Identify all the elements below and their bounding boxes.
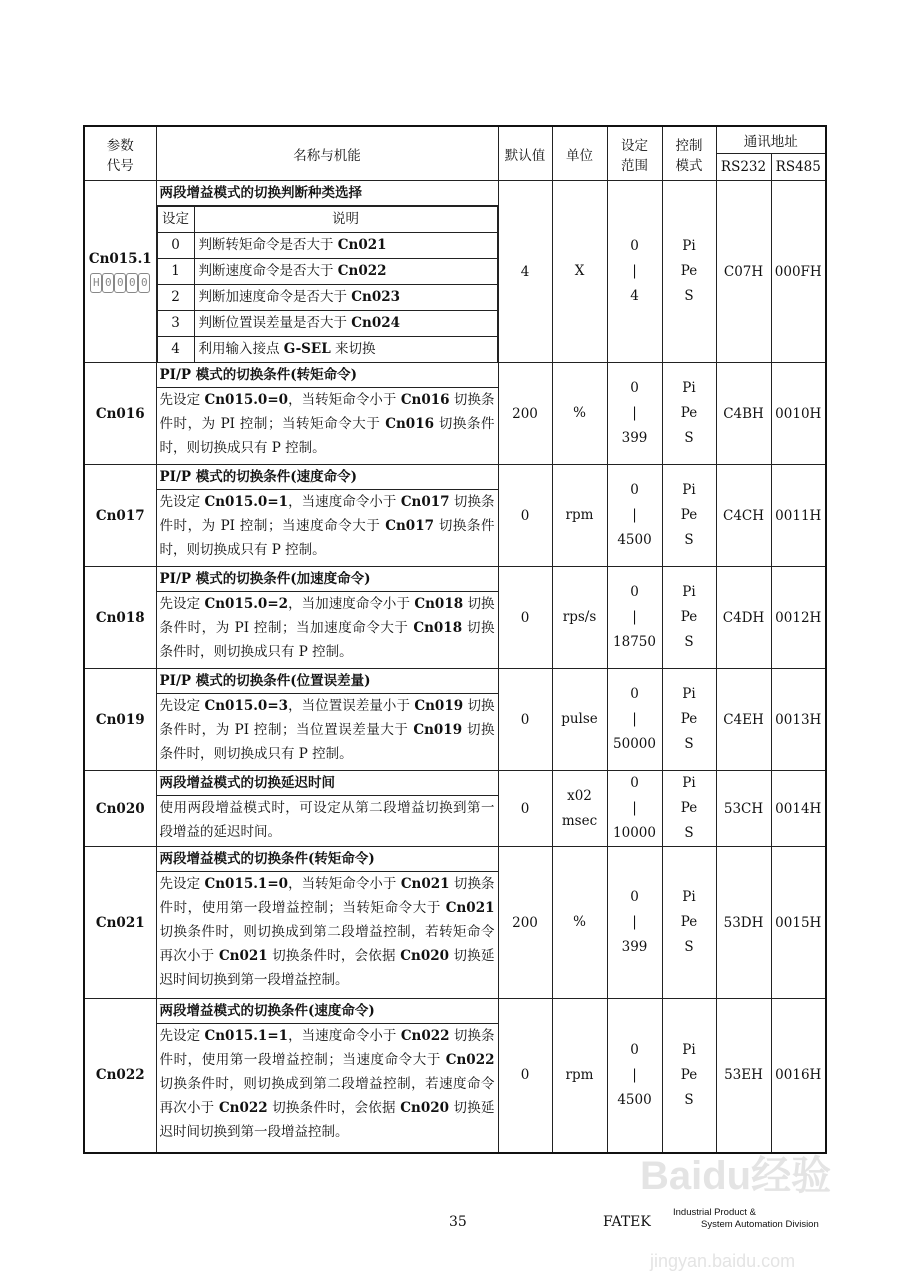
table-row (84, 567, 826, 669)
param-description (157, 490, 498, 562)
control-mode-line: Pe (680, 405, 698, 421)
default-value: 4 (498, 181, 552, 363)
control-mode (662, 363, 716, 465)
param-title: 两段增益模式的切换延迟时间 (157, 771, 498, 796)
setting-range (607, 669, 662, 771)
control-mode (662, 847, 716, 999)
param-description (157, 694, 498, 766)
unit-line: % (573, 914, 586, 930)
text-segment: 切换条件时，为 PI 控制；当转矩命令大于 (159, 392, 495, 432)
watermark-logo: Baidu经验 (640, 1154, 832, 1198)
text-segment: 切换条件时，为 PI 控制；当加速度命令大于 (159, 596, 495, 636)
param-title: 两段增益模式的切换条件(转矩命令) (157, 847, 498, 872)
control-mode-line: S (684, 939, 694, 955)
text-segment: 判断转矩命令是否大于 (198, 237, 338, 253)
option-value: 4 (157, 337, 194, 363)
control-mode-line: Pe (680, 263, 698, 279)
option-value: 3 (157, 311, 194, 337)
control-mode-line: Pi (682, 584, 696, 600)
param-code: Cn020 (95, 800, 145, 817)
rs232-address: C4DH (716, 567, 771, 669)
param-ref: Cn018 (413, 620, 463, 636)
option-desc (194, 233, 497, 259)
unit-line: rps/s (562, 609, 597, 625)
text-segment: 先设定 (159, 698, 205, 714)
unit-line: pulse (561, 711, 598, 727)
footer-division-line: Industrial Product & (673, 1207, 756, 1218)
page-number: 35 (449, 1214, 467, 1230)
rs232-address: 53CH (716, 771, 771, 847)
setting-range-line: 0 (630, 380, 639, 396)
text-segment: 判断加速度命令是否大于 (198, 289, 352, 305)
control-mode-line: Pe (680, 914, 698, 930)
param-ref: Cn015.1=0 (204, 876, 289, 892)
rs232-address: C4CH (716, 465, 771, 567)
param-title: PI/P 模式的切换条件(位置误差量) (157, 669, 498, 694)
setting-range-line: 18750 (613, 634, 656, 650)
param-code-cell (84, 567, 156, 669)
option-desc (194, 259, 497, 285)
rs232-address: C07H (716, 181, 771, 363)
header-range (607, 126, 662, 181)
setting-range (607, 567, 662, 669)
control-mode (662, 771, 716, 847)
setting-range-line: | (632, 711, 637, 727)
control-mode-line: Pe (680, 800, 698, 816)
text-segment: 切换条件时，则切换成只有 P 控制。 (159, 416, 495, 456)
unit-line: rpm (565, 507, 594, 523)
text-segment: 切换条件时，则切换成到第二段增益控制，若速度命令再次小于 (159, 1076, 495, 1116)
param-description (157, 1024, 498, 1144)
param-ref: Cn019 (413, 722, 463, 738)
table-row (84, 771, 826, 847)
option-value: 2 (157, 285, 194, 311)
param-ref: Cn024 (351, 315, 401, 331)
setting-range-line: 0 (630, 482, 639, 498)
led-digit: 0 (102, 273, 114, 293)
header-control-mode (662, 126, 716, 181)
header-param-code-line: 参数 (106, 137, 134, 154)
setting-range-line: 0 (630, 889, 639, 905)
led-digit: 0 (114, 273, 126, 293)
unit (552, 465, 607, 567)
unit (552, 847, 607, 999)
header-unit: 单位 (552, 126, 607, 181)
default-value: 200 (498, 847, 552, 999)
param-code-cell (84, 669, 156, 771)
param-code-cell (84, 465, 156, 567)
table-row (84, 363, 826, 465)
unit (552, 771, 607, 847)
text-segment: 使用两段增益模式时，可设定从第二段增益切换到第一段增益的延迟时间。 (159, 800, 495, 840)
default-value: 0 (498, 771, 552, 847)
name-function-cell (156, 363, 498, 465)
table-row (84, 465, 826, 567)
control-mode-line: Pe (680, 507, 698, 523)
param-code-cell (84, 363, 156, 465)
text-segment: 切换条件时，则切换成到第二段增益控制，若转矩命令再次小于 (159, 924, 495, 964)
control-mode-line: Pe (680, 1066, 698, 1083)
default-value: 0 (498, 567, 552, 669)
param-ref: Cn015.1=1 (204, 1028, 289, 1044)
setting-range-line: 4 (630, 288, 639, 304)
param-ref: Cn015.0=2 (204, 596, 289, 612)
unit (552, 567, 607, 669)
control-mode (662, 465, 716, 567)
rs485-address: 0010H (771, 363, 826, 465)
param-ref: Cn015.0=1 (204, 494, 289, 510)
param-title: 两段增益模式的切换条件(速度命令) (157, 999, 498, 1024)
control-mode-line: Pi (682, 1041, 696, 1058)
param-ref: Cn022 (445, 1052, 495, 1068)
rs232-address: C4EH (716, 669, 771, 771)
option-desc (194, 285, 497, 311)
param-code-cell (84, 181, 156, 363)
control-mode-line: S (684, 634, 694, 650)
param-ref: Cn020 (400, 948, 450, 964)
setting-range-line: | (632, 1066, 637, 1083)
text-segment: ，当转矩命令小于 (288, 876, 401, 892)
param-description (157, 388, 498, 460)
param-title: PI/P 模式的切换条件(速度命令) (157, 465, 498, 490)
param-code: Cn018 (95, 609, 145, 626)
param-code: Cn022 (95, 1067, 145, 1084)
rs232-address: 53DH (716, 847, 771, 999)
footer-division-line: System Automation Division (701, 1219, 819, 1230)
setting-range-line: 4500 (617, 532, 652, 548)
text-segment: 先设定 (159, 876, 205, 892)
text-segment: ，当加速度命令小于 (288, 596, 415, 612)
name-function-cell (156, 771, 498, 847)
setting-range-line: | (632, 263, 637, 279)
table-row (84, 181, 826, 363)
unit (552, 999, 607, 1153)
param-title: PI/P 模式的切换条件(转矩命令) (157, 363, 498, 388)
control-mode (662, 999, 716, 1153)
control-mode (662, 181, 716, 363)
text-segment: 判断速度命令是否大于 (198, 263, 338, 279)
param-code: Cn021 (95, 914, 145, 931)
text-segment: 来切换 (330, 341, 376, 357)
header-rs485: RS485 (771, 154, 826, 181)
led-digit: 0 (138, 273, 150, 293)
settings-option (157, 259, 497, 285)
param-ref: Cn015.0=3 (204, 698, 289, 714)
setting-range-line: 0 (630, 1041, 639, 1058)
text-segment: 先设定 (159, 494, 205, 510)
header-comm-address: 通讯地址 (716, 126, 826, 154)
text-segment: 先设定 (159, 392, 205, 408)
param-ref: Cn022 (337, 263, 387, 279)
text-segment: 切换条件时，会依据 (267, 948, 401, 964)
param-code: Cn019 (95, 711, 145, 728)
setting-range-line: 4500 (617, 1091, 652, 1108)
control-mode-line: Pi (682, 380, 696, 396)
param-ref: Cn022 (400, 1028, 450, 1044)
table-row (84, 669, 826, 771)
text-segment: 切换条件时，为 PI 控制；当速度命令大于 (159, 494, 495, 534)
param-ref: Cn015.0=0 (204, 392, 289, 408)
param-ref: Cn016 (385, 416, 434, 432)
rs485-address: 0011H (771, 465, 826, 567)
setting-range-line: 399 (621, 430, 648, 446)
setting-range-line: 0 (630, 686, 639, 702)
setting-range-line: 399 (621, 939, 648, 955)
led-display-icon (85, 273, 156, 293)
name-function-cell (156, 181, 498, 363)
rs232-address: 53EH (716, 999, 771, 1153)
param-ref: Cn016 (400, 392, 450, 408)
header-control-mode-line: 控制 (675, 137, 703, 154)
header-default: 默认值 (498, 126, 552, 181)
unit-line: x02 (567, 787, 592, 804)
text-segment: ，当速度命令小于 (288, 1028, 401, 1044)
rs485-address: 0016H (771, 999, 826, 1153)
rs485-address: 0012H (771, 567, 826, 669)
setting-range-line: | (632, 800, 637, 816)
param-ref: Cn021 (218, 948, 268, 964)
option-desc (194, 337, 497, 363)
setting-range-line: 0 (630, 775, 639, 791)
unit (552, 181, 607, 363)
text-segment: 先设定 (159, 596, 205, 612)
text-segment: ，当位置误差量小于 (288, 698, 415, 714)
rs232-address: C4BH (716, 363, 771, 465)
table-row (84, 847, 826, 999)
setting-range (607, 771, 662, 847)
param-ref: Cn022 (218, 1100, 268, 1116)
setting-range (607, 465, 662, 567)
param-description (157, 592, 498, 664)
name-function-cell (156, 999, 498, 1153)
param-code-cell (84, 999, 156, 1153)
header-row (84, 126, 826, 154)
control-mode-line: S (684, 430, 694, 446)
unit-line: X (574, 263, 585, 279)
table-row (84, 999, 826, 1153)
text-segment: 切换条件时，则切换成只有 P 控制。 (159, 518, 495, 558)
header-range-line: 范围 (621, 157, 648, 174)
unit-line: msec (561, 812, 598, 829)
text-segment: 切换条件时，使用第一段增益控制；当速度命令大于 (159, 1028, 495, 1068)
param-title: PI/P 模式的切换条件(加速度命令) (157, 567, 498, 592)
parameter-table (83, 125, 827, 1154)
table-body (84, 181, 826, 1153)
led-digit: H (90, 273, 102, 293)
control-mode-line: Pi (682, 482, 696, 498)
header-control-mode-line: 模式 (675, 157, 703, 174)
rs485-address: 0015H (771, 847, 826, 999)
text-segment: 切换延迟时间切换到第一段增益控制。 (159, 1100, 495, 1140)
unit (552, 363, 607, 465)
param-ref: Cn021 (400, 876, 450, 892)
header-param-code-line: 代号 (106, 157, 134, 174)
param-ref: Cn021 (337, 237, 387, 253)
watermark-url: jingyan.baidu.com (650, 1251, 796, 1271)
param-ref: Cn023 (351, 289, 401, 305)
settings-header-key: 设定 (157, 207, 194, 233)
control-mode-line: Pi (682, 686, 696, 702)
option-value: 1 (157, 259, 194, 285)
option-value: 0 (157, 233, 194, 259)
text-segment: 切换条件时，为 PI 控制；当位置误差量大于 (159, 698, 495, 738)
settings-table (157, 206, 498, 362)
setting-range-line: | (632, 507, 637, 523)
text-segment: ，当转矩命令小于 (288, 392, 401, 408)
settings-header-desc: 说明 (194, 207, 497, 233)
param-description (157, 796, 498, 844)
text-segment: ，当速度命令小于 (288, 494, 401, 510)
default-value: 200 (498, 363, 552, 465)
param-ref: Cn021 (445, 900, 495, 916)
unit-line: % (573, 405, 586, 421)
settings-header (157, 207, 497, 233)
default-value: 0 (498, 465, 552, 567)
control-mode-line: S (684, 532, 694, 548)
rs485-address: 000FH (771, 181, 826, 363)
param-ref: G-SEL (283, 341, 331, 357)
param-code: Cn016 (95, 405, 145, 422)
rs485-address: 0013H (771, 669, 826, 771)
param-ref: Cn017 (400, 494, 450, 510)
text-segment: 切换条件时，使用第一段增益控制；当转矩命令大于 (159, 876, 495, 916)
text-segment: 利用输入接点 (198, 341, 284, 357)
control-mode-line: S (684, 1091, 694, 1108)
default-value: 0 (498, 999, 552, 1153)
option-desc (194, 311, 497, 337)
text-segment: 切换条件时，则切换成只有 P 控制。 (159, 722, 495, 762)
name-function-cell (156, 847, 498, 999)
param-code: Cn017 (95, 507, 145, 524)
setting-range-line: 0 (630, 584, 639, 600)
header-range-line: 设定 (621, 137, 648, 154)
name-function-cell (156, 567, 498, 669)
setting-range-line: | (632, 405, 637, 421)
control-mode-line: Pi (682, 889, 696, 905)
control-mode-line: S (684, 736, 694, 752)
name-function-cell (156, 465, 498, 567)
unit (552, 669, 607, 771)
param-description (157, 872, 498, 992)
text-segment: 切换条件时，则切换成只有 P 控制。 (159, 620, 495, 660)
settings-option (157, 311, 497, 337)
header-name-function: 名称与机能 (156, 126, 498, 181)
led-digit: 0 (126, 273, 138, 293)
text-segment: 切换延迟时间切换到第一段增益控制。 (159, 948, 495, 988)
control-mode-line: Pe (680, 711, 698, 727)
text-segment: 切换条件时，会依据 (267, 1100, 401, 1116)
footer-division (673, 1207, 819, 1231)
setting-range (607, 847, 662, 999)
default-value: 0 (498, 669, 552, 771)
footer-brand: FATEK (603, 1214, 651, 1230)
control-mode-line: S (684, 825, 694, 841)
control-mode-line: S (684, 288, 694, 304)
settings-option (157, 285, 497, 311)
setting-range-line: 50000 (613, 736, 656, 752)
param-ref: Cn018 (414, 596, 464, 612)
setting-range-line: 0 (630, 238, 639, 254)
param-ref: Cn020 (400, 1100, 450, 1116)
param-code: Cn015.1 (88, 250, 152, 267)
text-segment: 先设定 (159, 1028, 205, 1044)
param-code-cell (84, 771, 156, 847)
control-mode-line: Pi (682, 238, 696, 254)
param-ref: Cn019 (414, 698, 464, 714)
settings-option (157, 337, 497, 363)
setting-range (607, 181, 662, 363)
setting-range-line: | (632, 609, 637, 625)
setting-range-line: 10000 (613, 825, 656, 841)
control-mode-line: Pi (682, 775, 696, 791)
settings-option (157, 233, 497, 259)
name-function-cell (156, 669, 498, 771)
rs485-address: 0014H (771, 771, 826, 847)
param-ref: Cn017 (385, 518, 434, 534)
param-code-cell (84, 847, 156, 999)
header-param-code (84, 126, 156, 181)
setting-range-line: | (632, 914, 637, 930)
setting-range (607, 363, 662, 465)
setting-range (607, 999, 662, 1153)
unit-line: rpm (565, 1066, 594, 1083)
param-title: 两段增益模式的切换判断种类选择 (157, 181, 498, 206)
control-mode (662, 669, 716, 771)
control-mode-line: Pe (680, 609, 698, 625)
text-segment: 判断位置误差量是否大于 (198, 315, 352, 331)
control-mode (662, 567, 716, 669)
header-rs232: RS232 (716, 154, 771, 181)
